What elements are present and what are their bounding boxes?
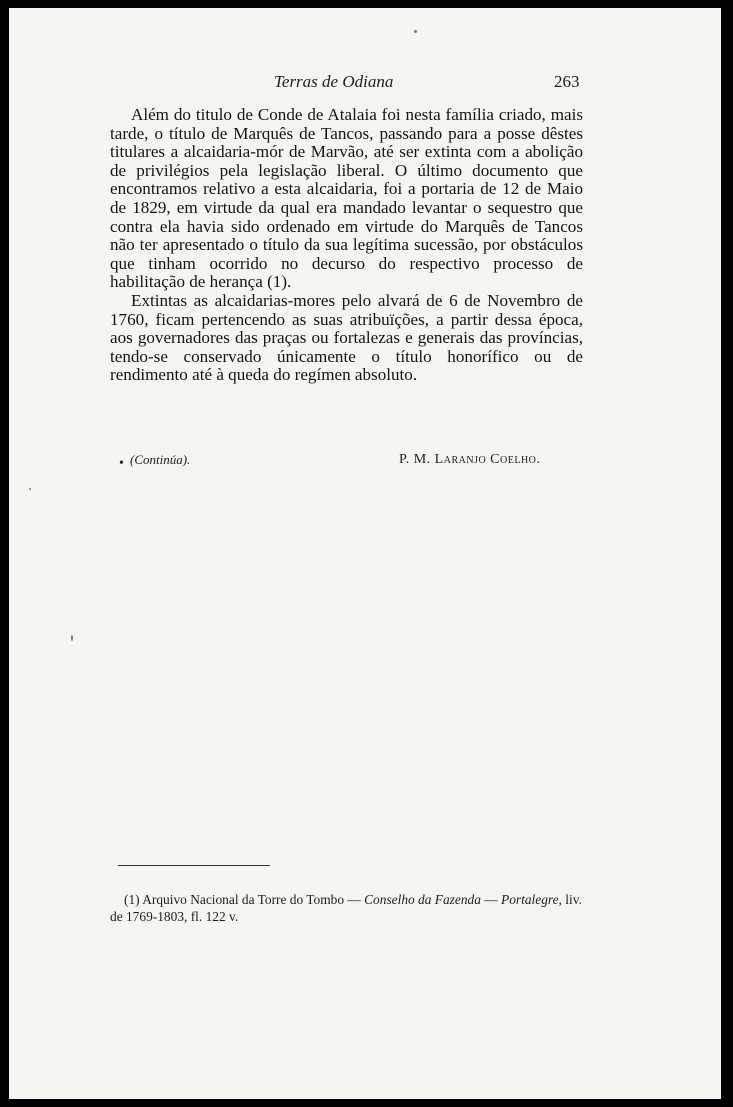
page-header [9, 72, 721, 102]
running-title: Terras de Odiana [274, 72, 394, 91]
footnote-marker: (1) [124, 892, 140, 907]
footnote-divider [118, 865, 270, 866]
footnote-source: Arquivo Nacional da Torre do Tombo — [142, 892, 361, 907]
scan-speck [29, 488, 31, 490]
paragraph: Além do titulo de Conde de Atalaia foi nesta família criado, mais tarde, o título de Marquês de Tancos, passando para a posse dêstes titulares a alcaidaria-mór de Marvão, até ser extinta com a abolição de privilégios pela legislação liberal. O último documento que encontramos relativo a esta alcaidaria, foi a portaria de 12 de Maio de 1829, em virtude da qual era mandado levantar o sequestro que contra ela havia sido ordenado em virtude do Marquês de Tancos não ter apresentado o título da sua legítima sucessão, por obstáculos que tinham ocorrido no decurso do respectivo processo de habilitação de herança (1). [110, 105, 583, 292]
scanned-page [9, 8, 721, 1099]
paragraph: Extintas as alcaidarias-mores pelo alvará de 6 de Novembro de 1760, ficam pertencendo as suas atribuïções, a partir dessa época, aos governadores das praças ou fortalezas e generais das províncias, tendo-se conservado únicamente o título honorífico ou de rendimento até à queda do regímen absoluto. [110, 290, 583, 385]
scan-speck [414, 30, 417, 33]
footnote-reference: liv. de 1769-1803, fl. 122 v. [110, 892, 582, 924]
footnote [110, 891, 590, 925]
article-body [110, 106, 583, 385]
author-signature: P. M. Laranjo Coelho. [399, 452, 541, 467]
footnote-place: Portalegre, [501, 892, 562, 907]
bullet-dot: • [119, 456, 124, 471]
continued-note: (Continúa). [130, 452, 191, 467]
page-number: 263 [554, 72, 580, 91]
footnote-dash: — [484, 892, 498, 907]
scan-speck [71, 635, 73, 641]
footnote-fund: Conselho da Fazenda [364, 892, 481, 907]
